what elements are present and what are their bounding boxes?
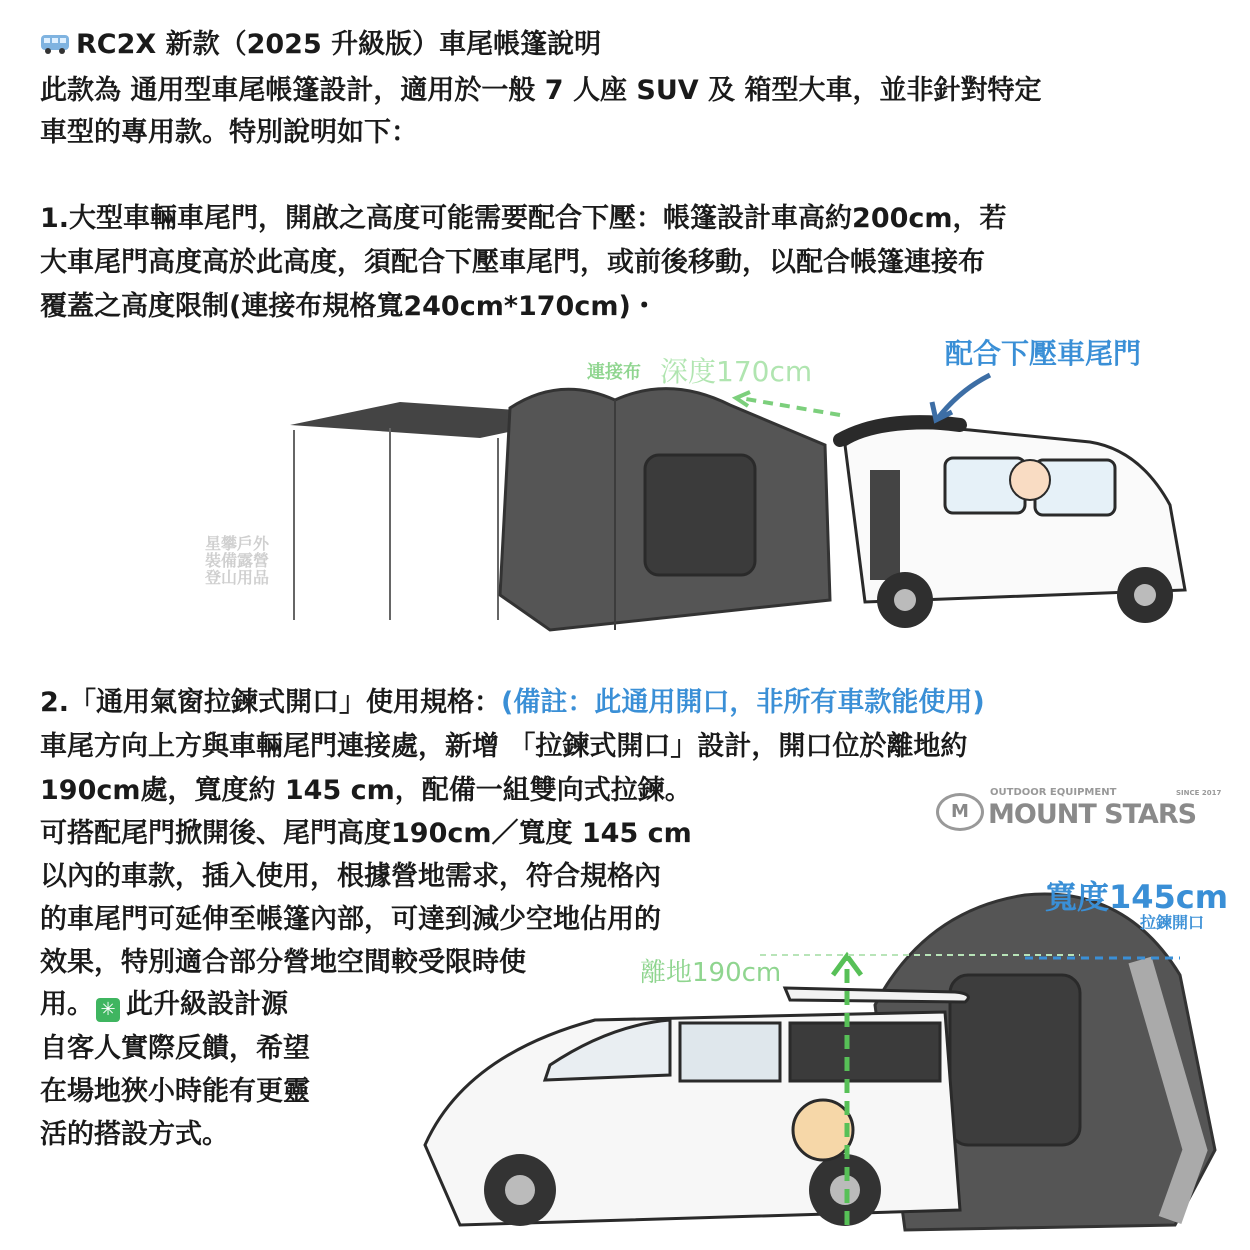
tail-suffix: 此升級設計源 xyxy=(126,989,288,1020)
watermark-line: 登山用品 xyxy=(205,568,270,587)
brand-since: SINCE 2017 xyxy=(1176,789,1222,797)
section2-line: 的車尾門可延伸至帳篷內部，可達到減少空地佔用的 xyxy=(40,904,661,935)
title-text: RC2X 新款（2025 升級版）車尾帳篷說明 xyxy=(76,29,602,60)
section2-tail-line xyxy=(40,986,288,1024)
page-title xyxy=(40,26,601,64)
section2-tail-line: 自客人實際反饋，希望 xyxy=(40,1033,310,1064)
minivan-tent-illustration xyxy=(405,880,1235,1240)
section1-line-3: 覆蓋之高度限制(連接布規格寬240cm*170cm)・ xyxy=(40,291,658,322)
section2-tail-line: 活的搭設方式。 xyxy=(40,1119,229,1150)
brand-mark: M xyxy=(936,793,984,831)
sparkle-icon: ✳ xyxy=(96,998,120,1022)
tail-prefix: 用。 xyxy=(40,989,94,1020)
van-icon xyxy=(40,28,70,50)
section2-line: 可搭配尾門掀開後、尾門高度190cm／寬度 145 cm xyxy=(40,818,692,849)
section1-line-1: 1.大型車輛車尾門，開啟之高度可能需要配合下壓：帳篷設計車高約200cm，若 xyxy=(40,203,1007,234)
section2-tail-line: 在場地狹小時能有更靈 xyxy=(40,1076,310,1107)
section2-note: (備註：此通用開口，非所有車款能使用) xyxy=(501,687,985,718)
press-tailgate-label: 配合下壓車尾門 xyxy=(945,337,1142,370)
brand-tagline: OUTDOOR EQUIPMENT xyxy=(990,787,1117,798)
section2-line: 效果，特別適合部分營地空間較受限時使 xyxy=(40,947,526,978)
section2-line: 以內的車款，插入使用，根據營地需求，符合規格內 xyxy=(40,861,661,892)
depth-label: 深度170cm xyxy=(660,355,813,388)
watermark-line: 裝備露營 xyxy=(205,551,270,570)
brand-logo xyxy=(936,785,1226,835)
intro-line-2: 車型的專用款。特別說明如下： xyxy=(40,117,418,148)
height-label: 離地190cm xyxy=(640,958,782,988)
brand-name: MOUNT STARS xyxy=(988,799,1197,830)
width-label: 寬度145cm xyxy=(1045,878,1229,916)
section2-line: 車尾方向上方與車輛尾門連接處，新增 「拉鍊式開口」設計，開口位於離地約 xyxy=(40,731,968,762)
intro-line-1: 此款為 通用型車尾帳篷設計，適用於一般 7 人座 SUV 及 箱型大車，並非針對特定 xyxy=(40,75,1042,106)
section2-line: 190cm處，寬度約 145 cm，配備一組雙向式拉鍊。 xyxy=(40,775,692,806)
watermark-line: 星攀戶外 xyxy=(205,534,270,553)
section2-heading xyxy=(40,684,985,722)
section2-heading-text: 2.「通用氣窗拉鍊式開口」使用規格： xyxy=(40,687,502,718)
section1-line-2: 大車尾門高度高於此高度，須配合下壓車尾門，或前後移動，以配合帳篷連接布 xyxy=(40,247,985,278)
zipper-opening-label: 拉鍊開口 xyxy=(1140,913,1205,932)
watermark xyxy=(205,535,269,586)
connector-label: 連接布 xyxy=(587,362,641,383)
